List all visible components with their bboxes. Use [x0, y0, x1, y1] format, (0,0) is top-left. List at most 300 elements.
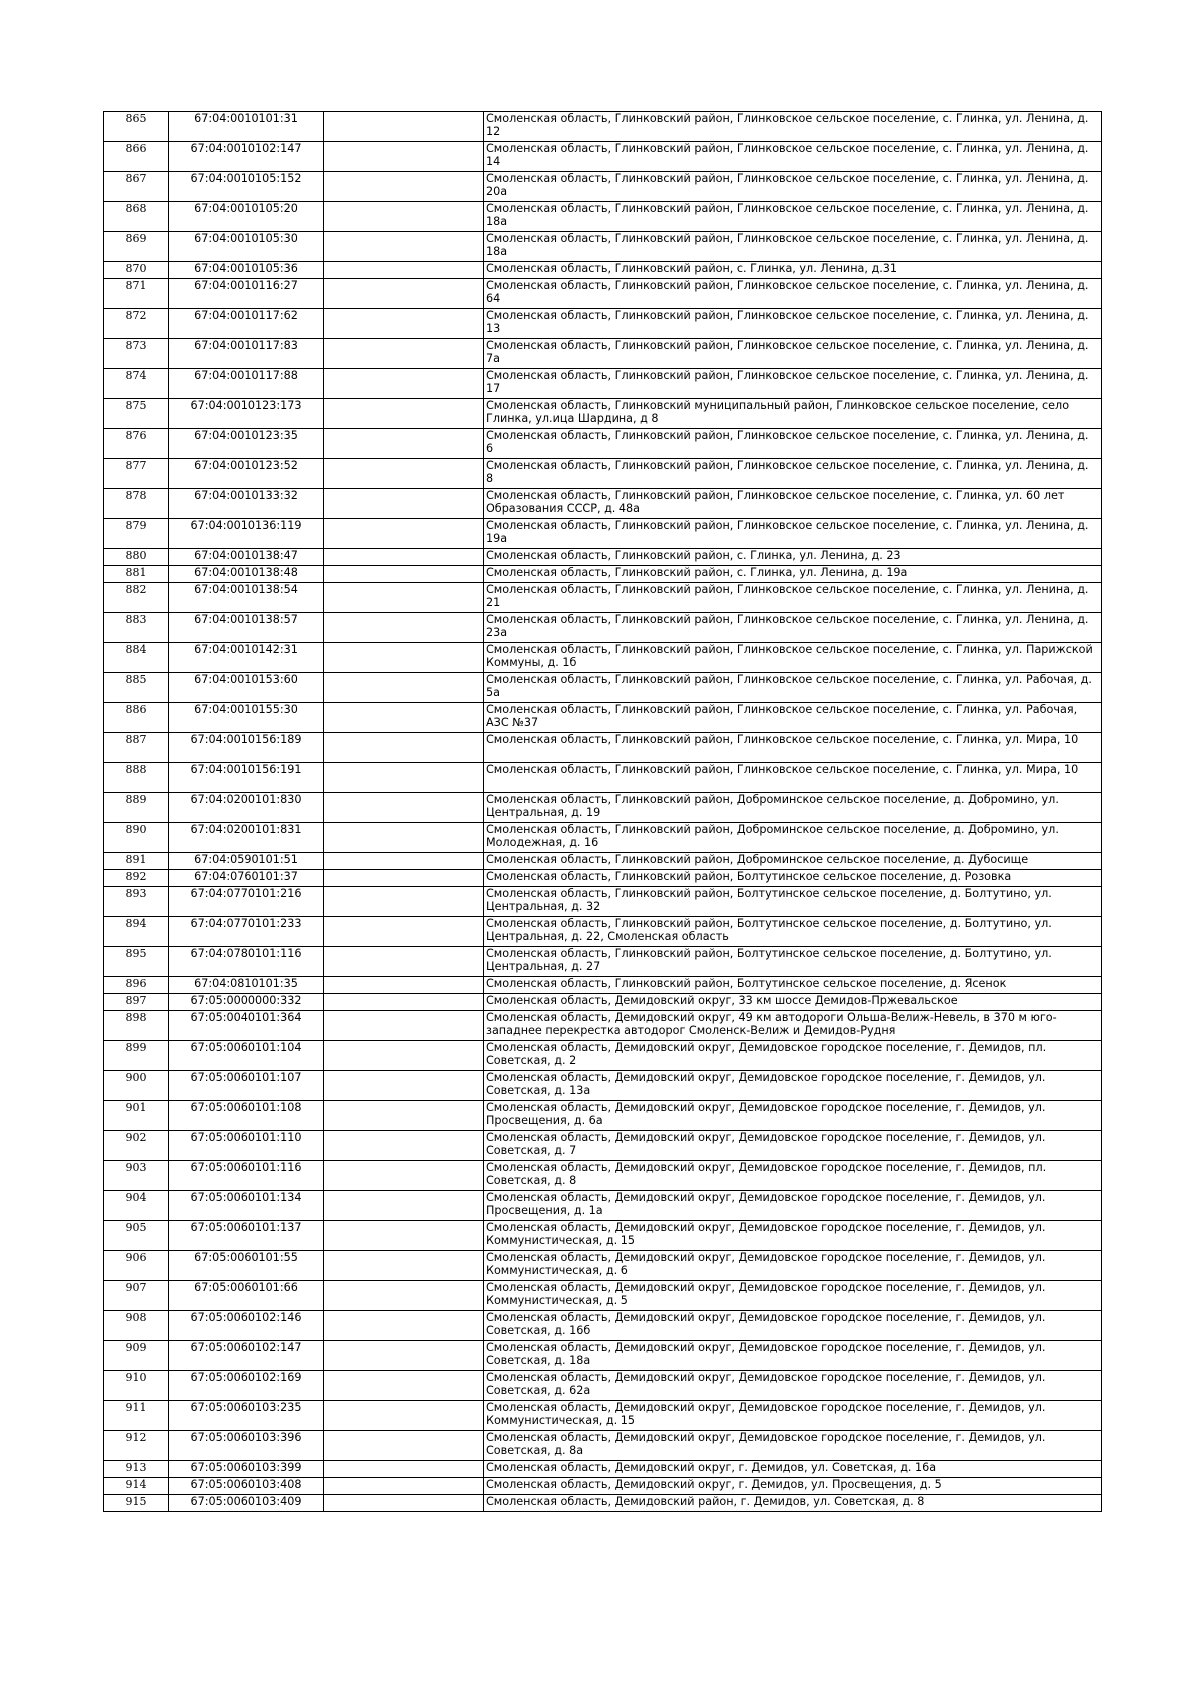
address-text: Смоленская область, Демидовский округ, Демидовское городское поселение, г. Демидов, ул. Советская, д. 13а [486, 1071, 1046, 1097]
address [484, 763, 1102, 793]
address-text: Смоленская область, Демидовский округ, г. Демидов, ул. Просвещения, д. 5 [486, 1478, 942, 1491]
address [484, 853, 1102, 870]
row-number: 909 [104, 1341, 169, 1371]
cadastral-number: 67:05:0060103:409 [169, 1495, 324, 1512]
empty-cell [324, 887, 484, 917]
address-text: Смоленская область, Глинковский район, Глинковское сельское поселение, с. Глинка, ул. Ленина, д. 19а [486, 519, 1089, 545]
address-text: Смоленская область, Демидовский округ, Демидовское городское поселение, г. Демидов, ул. Советская, д. 7 [486, 1131, 1046, 1157]
address-text: Смоленская область, Глинковский район, с. Глинка, ул. Ленина, д. 23 [486, 549, 901, 562]
row-number: 881 [104, 566, 169, 583]
address-text: Смоленская область, Глинковский район, Доброминское сельское поселение, д. Дубосище [486, 853, 1029, 866]
address [484, 172, 1102, 202]
table-row [104, 429, 1102, 459]
table-row [104, 703, 1102, 733]
address-text: Смоленская область, Демидовский округ, Демидовское городское поселение, г. Демидов, ул. Советская, д. 16б [486, 1311, 1046, 1337]
empty-cell [324, 1371, 484, 1401]
row-number: 879 [104, 519, 169, 549]
table-row [104, 262, 1102, 279]
table-row [104, 1461, 1102, 1478]
address [484, 887, 1102, 917]
empty-cell [324, 1495, 484, 1512]
empty-cell [324, 1071, 484, 1101]
address [484, 703, 1102, 733]
address-text: Смоленская область, Глинковский район, Глинковское сельское поселение, с. Глинка, ул. Парижской Коммуны, д. 1б [486, 643, 1093, 669]
table-row [104, 673, 1102, 703]
cadastral-number: 67:05:0060101:108 [169, 1101, 324, 1131]
address-text: Смоленская область, Глинковский район, Болтутинское сельское поселение, д. Болтутино, ул. Центральная, д. 27 [486, 947, 1052, 973]
row-number: 886 [104, 703, 169, 733]
address [484, 1131, 1102, 1161]
cadastral-number: 67:05:0060101:107 [169, 1071, 324, 1101]
empty-cell [324, 1131, 484, 1161]
address [484, 369, 1102, 399]
row-number: 896 [104, 977, 169, 994]
row-number: 876 [104, 429, 169, 459]
empty-cell [324, 1011, 484, 1041]
address-text: Смоленская область, Демидовский округ, Демидовское городское поселение, г. Демидов, ул. Советская, д. 18а [486, 1341, 1046, 1367]
address-text: Смоленская область, Глинковский район, Доброминское сельское поселение, д. Добромино, ул. Молодежная, д. 16 [486, 823, 1059, 849]
empty-cell [324, 1191, 484, 1221]
table-row [104, 142, 1102, 172]
address-text: Смоленская область, Глинковский район, Болтутинское сельское поселение, д. Розовка [486, 870, 1012, 883]
address-text: Смоленская область, Демидовский округ, Демидовское городское поселение, г. Демидов, ул. Коммунистическая, д. 15 [486, 1221, 1046, 1247]
empty-cell [324, 1478, 484, 1495]
empty-cell [324, 793, 484, 823]
cadastral-number: 67:04:0010133:32 [169, 489, 324, 519]
table-row [104, 1478, 1102, 1495]
address [484, 232, 1102, 262]
row-number: 873 [104, 339, 169, 369]
cadastral-number: 67:04:0010136:119 [169, 519, 324, 549]
empty-cell [324, 429, 484, 459]
table-row [104, 1431, 1102, 1461]
cadastral-number: 67:04:0010123:52 [169, 459, 324, 489]
table-row [104, 369, 1102, 399]
table-row [104, 1191, 1102, 1221]
address-text: Смоленская область, Демидовский округ, Демидовское городское поселение, г. Демидов, ул. Коммунистическая, д. 5 [486, 1281, 1046, 1307]
address [484, 1311, 1102, 1341]
cadastral-number: 67:05:0060101:66 [169, 1281, 324, 1311]
address [484, 1071, 1102, 1101]
empty-cell [324, 1341, 484, 1371]
table-row [104, 1251, 1102, 1281]
table-row [104, 1011, 1102, 1041]
address [484, 429, 1102, 459]
cadastral-number: 67:04:0010138:48 [169, 566, 324, 583]
address [484, 1461, 1102, 1478]
address-text: Смоленская область, Демидовский округ, Демидовское городское поселение, г. Демидов, ул. Советская, д. 8а [486, 1431, 1046, 1457]
row-number: 884 [104, 643, 169, 673]
address [484, 489, 1102, 519]
table-row [104, 853, 1102, 870]
empty-cell [324, 947, 484, 977]
table-row [104, 1495, 1102, 1512]
table-row [104, 172, 1102, 202]
table-row [104, 1131, 1102, 1161]
address [484, 399, 1102, 429]
address [484, 1191, 1102, 1221]
row-number: 878 [104, 489, 169, 519]
table-row [104, 823, 1102, 853]
empty-cell [324, 1221, 484, 1251]
address [484, 733, 1102, 763]
address [484, 1431, 1102, 1461]
cadastral-number: 67:04:0010138:57 [169, 613, 324, 643]
address [484, 823, 1102, 853]
address [484, 870, 1102, 887]
table-row [104, 613, 1102, 643]
empty-cell [324, 977, 484, 994]
row-number: 908 [104, 1311, 169, 1341]
empty-cell [324, 459, 484, 489]
address-text: Смоленская область, Глинковский район, Глинковское сельское поселение, с. Глинка, ул. Ленина, д. 20а [486, 172, 1089, 198]
address-text: Смоленская область, Глинковский район, Болтутинское сельское поселение, д. Болтутино, ул. Центральная, д. 32 [486, 887, 1052, 913]
row-number: 900 [104, 1071, 169, 1101]
address [484, 994, 1102, 1011]
row-number: 866 [104, 142, 169, 172]
cadastral-number: 67:05:0060102:147 [169, 1341, 324, 1371]
empty-cell [324, 917, 484, 947]
empty-cell [324, 673, 484, 703]
cadastral-number: 67:04:0010116:27 [169, 279, 324, 309]
row-number: 907 [104, 1281, 169, 1311]
row-number: 867 [104, 172, 169, 202]
table-row [104, 1221, 1102, 1251]
address [484, 1221, 1102, 1251]
empty-cell [324, 399, 484, 429]
address-text: Смоленская область, Глинковский район, Глинковское сельское поселение, с. Глинка, ул. Рабочая, АЗС №37 [486, 703, 1078, 729]
cadastral-number: 67:04:0010101:31 [169, 112, 324, 142]
table-row [104, 339, 1102, 369]
table-row [104, 309, 1102, 339]
address [484, 459, 1102, 489]
cadastral-number: 67:05:0060101:110 [169, 1131, 324, 1161]
cadastral-number: 67:04:0010117:62 [169, 309, 324, 339]
address [484, 1161, 1102, 1191]
cadastral-number: 67:04:0010153:60 [169, 673, 324, 703]
cadastral-number: 67:04:0010138:54 [169, 583, 324, 613]
empty-cell [324, 142, 484, 172]
cadastral-number: 67:04:0010138:47 [169, 549, 324, 566]
row-number: 905 [104, 1221, 169, 1251]
empty-cell [324, 733, 484, 763]
table-row [104, 549, 1102, 566]
address [484, 262, 1102, 279]
cadastral-number: 67:05:0040101:364 [169, 1011, 324, 1041]
cadastral-number: 67:04:0010105:30 [169, 232, 324, 262]
address [484, 583, 1102, 613]
address [484, 1101, 1102, 1131]
empty-cell [324, 870, 484, 887]
empty-cell [324, 339, 484, 369]
empty-cell [324, 262, 484, 279]
address-text: Смоленская область, Глинковский район, Глинковское сельское поселение, с. Глинка, ул. Ленина, д. 14 [486, 142, 1089, 168]
address [484, 1251, 1102, 1281]
address-text: Смоленская область, Глинковский район, Глинковское сельское поселение, с. Глинка, ул. Ленина, д. 21 [486, 583, 1089, 609]
address [484, 339, 1102, 369]
cadastral-number: 67:04:0010123:35 [169, 429, 324, 459]
table-row [104, 1161, 1102, 1191]
empty-cell [324, 1311, 484, 1341]
cadastral-number: 67:05:0060102:169 [169, 1371, 324, 1401]
cadastral-number: 67:04:0590101:51 [169, 853, 324, 870]
table-row [104, 643, 1102, 673]
address-text: Смоленская область, Глинковский район, Глинковское сельское поселение, с. Глинка, ул. Ленина, д. 12 [486, 112, 1089, 138]
table-row [104, 399, 1102, 429]
cadastral-number: 67:04:0010117:88 [169, 369, 324, 399]
address [484, 643, 1102, 673]
address [484, 1041, 1102, 1071]
table-row [104, 763, 1102, 793]
table-row [104, 887, 1102, 917]
cadastral-number: 67:04:0010102:147 [169, 142, 324, 172]
row-number: 894 [104, 917, 169, 947]
empty-cell [324, 1281, 484, 1311]
row-number: 869 [104, 232, 169, 262]
empty-cell [324, 823, 484, 853]
address-text: Смоленская область, Глинковский район, Глинковское сельское поселение, с. Глинка, ул. Ленина, д. 7а [486, 339, 1089, 365]
empty-cell [324, 583, 484, 613]
row-number: 891 [104, 853, 169, 870]
address [484, 977, 1102, 994]
cadastral-number: 67:05:0060101:104 [169, 1041, 324, 1071]
address-text: Смоленская область, Глинковский район, Глинковское сельское поселение, с. Глинка, ул. Рабочая, д. 5а [486, 673, 1092, 699]
table-row [104, 994, 1102, 1011]
row-number: 890 [104, 823, 169, 853]
empty-cell [324, 1431, 484, 1461]
address-text: Смоленская область, Демидовский округ, Демидовское городское поселение, г. Демидов, пл. Советская, д. 2 [486, 1041, 1047, 1067]
empty-cell [324, 994, 484, 1011]
address-text: Смоленская область, Глинковский район, с. Глинка, ул. Ленина, д.31 [486, 262, 897, 275]
cadastral-number: 67:04:0010105:36 [169, 262, 324, 279]
registry-table [103, 111, 1102, 1512]
row-number: 865 [104, 112, 169, 142]
address-text: Смоленская область, Демидовский округ, Демидовское городское поселение, г. Демидов, ул. Коммунистическая, д. 15 [486, 1401, 1046, 1427]
table-row [104, 733, 1102, 763]
address-text: Смоленская область, Глинковский район, Глинковское сельское поселение, с. Глинка, ул. Ленина, д. 6 [486, 429, 1089, 455]
row-number: 893 [104, 887, 169, 917]
row-number: 895 [104, 947, 169, 977]
address [484, 1011, 1102, 1041]
address-text: Смоленская область, Демидовский округ, г. Демидов, ул. Советская, д. 16а [486, 1461, 937, 1474]
table-row [104, 977, 1102, 994]
cadastral-number: 67:04:0760101:37 [169, 870, 324, 887]
row-number: 889 [104, 793, 169, 823]
address-text: Смоленская область, Глинковский район, Болтутинское сельское поселение, д. Болтутино, ул. Центральная, д. 22, Смоленская область [486, 917, 1052, 943]
cadastral-number: 67:04:0200101:830 [169, 793, 324, 823]
row-number: 902 [104, 1131, 169, 1161]
table-row [104, 279, 1102, 309]
empty-cell [324, 279, 484, 309]
address-text: Смоленская область, Глинковский район, Глинковское сельское поселение, с. Глинка, ул. Ленина, д. 18а [486, 202, 1089, 228]
table-row [104, 1101, 1102, 1131]
cadastral-number: 67:04:0770101:233 [169, 917, 324, 947]
address [484, 142, 1102, 172]
row-number: 872 [104, 309, 169, 339]
row-number: 912 [104, 1431, 169, 1461]
address-text: Смоленская область, Глинковский муниципальный район, Глинковское сельское поселение, село Глинка, ул.ица Шардина, д 8 [486, 399, 1070, 425]
cadastral-number: 67:04:0010105:152 [169, 172, 324, 202]
cadastral-number: 67:04:0010123:173 [169, 399, 324, 429]
cadastral-number: 67:04:0010142:31 [169, 643, 324, 673]
address [484, 549, 1102, 566]
table-row [104, 583, 1102, 613]
address-text: Смоленская область, Демидовский округ, Демидовское городское поселение, г. Демидов, пл. Советская, д. 8 [486, 1161, 1047, 1187]
table-row [104, 459, 1102, 489]
address-text: Смоленская область, Глинковский район, Глинковское сельское поселение, с. Глинка, ул. Мира, 10 [486, 733, 1079, 746]
row-number: 899 [104, 1041, 169, 1071]
address [484, 793, 1102, 823]
address-text: Смоленская область, Демидовский округ, Демидовское городское поселение, г. Демидов, ул. Коммунистическая, д. 6 [486, 1251, 1046, 1277]
empty-cell [324, 1101, 484, 1131]
address-text: Смоленская область, Глинковский район, Болтутинское сельское поселение, д. Ясенок [486, 977, 1007, 990]
empty-cell [324, 112, 484, 142]
row-number: 897 [104, 994, 169, 1011]
row-number: 903 [104, 1161, 169, 1191]
cadastral-number: 67:05:0060101:137 [169, 1221, 324, 1251]
empty-cell [324, 1161, 484, 1191]
address [484, 279, 1102, 309]
cadastral-number: 67:04:0200101:831 [169, 823, 324, 853]
row-number: 874 [104, 369, 169, 399]
cadastral-number: 67:04:0010155:30 [169, 703, 324, 733]
address-text: Смоленская область, Глинковский район, с. Глинка, ул. Ленина, д. 19а [486, 566, 908, 579]
row-number: 868 [104, 202, 169, 232]
empty-cell [324, 1401, 484, 1431]
row-number: 871 [104, 279, 169, 309]
cadastral-number: 67:05:0060103:399 [169, 1461, 324, 1478]
cadastral-number: 67:05:0060103:408 [169, 1478, 324, 1495]
cadastral-number: 67:04:0770101:216 [169, 887, 324, 917]
empty-cell [324, 369, 484, 399]
table-row [104, 870, 1102, 887]
address [484, 1341, 1102, 1371]
table-row [104, 1071, 1102, 1101]
row-number: 888 [104, 763, 169, 793]
cadastral-number: 67:05:0000000:332 [169, 994, 324, 1011]
address [484, 613, 1102, 643]
address-text: Смоленская область, Демидовский район, г. Демидов, ул. Советская, д. 8 [486, 1495, 925, 1508]
row-number: 887 [104, 733, 169, 763]
empty-cell [324, 853, 484, 870]
table-row [104, 793, 1102, 823]
row-number: 877 [104, 459, 169, 489]
cadastral-number: 67:04:0010105:20 [169, 202, 324, 232]
address-text: Смоленская область, Глинковский район, Доброминское сельское поселение, д. Добромино, ул. Центральная, д. 19 [486, 793, 1059, 819]
table-row [104, 566, 1102, 583]
address [484, 1478, 1102, 1495]
cadastral-number: 67:05:0060101:134 [169, 1191, 324, 1221]
cadastral-number: 67:04:0780101:116 [169, 947, 324, 977]
empty-cell [324, 309, 484, 339]
cadastral-number: 67:05:0060102:146 [169, 1311, 324, 1341]
address-text: Смоленская область, Демидовский округ, Демидовское городское поселение, г. Демидов, ул. Просвещения, д. 1а [486, 1191, 1046, 1217]
row-number: 875 [104, 399, 169, 429]
address [484, 1371, 1102, 1401]
empty-cell [324, 172, 484, 202]
row-number: 904 [104, 1191, 169, 1221]
table-row [104, 1281, 1102, 1311]
address-text: Смоленская область, Демидовский округ, 49 км автодороги Ольша-Велиж-Невель, в 370 м юго-западнее перекрестка автодорог Смоленск-Велиж и Демидов-Рудня [486, 1011, 1057, 1037]
row-number: 892 [104, 870, 169, 887]
address [484, 673, 1102, 703]
address-text: Смоленская область, Демидовский округ, Демидовское городское поселение, г. Демидов, ул. Просвещения, д. 6а [486, 1101, 1046, 1127]
cadastral-number: 67:04:0010156:189 [169, 733, 324, 763]
row-number: 882 [104, 583, 169, 613]
empty-cell [324, 643, 484, 673]
table-row [104, 1311, 1102, 1341]
table-row [104, 519, 1102, 549]
row-number: 911 [104, 1401, 169, 1431]
empty-cell [324, 703, 484, 733]
empty-cell [324, 549, 484, 566]
address [484, 309, 1102, 339]
empty-cell [324, 1041, 484, 1071]
row-number: 885 [104, 673, 169, 703]
cadastral-number: 67:04:0010156:191 [169, 763, 324, 793]
address-text: Смоленская область, Глинковский район, Глинковское сельское поселение, с. Глинка, ул. Мира, 10 [486, 763, 1079, 776]
table-row [104, 232, 1102, 262]
address-text: Смоленская область, Глинковский район, Глинковское сельское поселение, с. Глинка, ул. Ленина, д. 13 [486, 309, 1089, 335]
row-number: 915 [104, 1495, 169, 1512]
empty-cell [324, 1461, 484, 1478]
address-text: Смоленская область, Глинковский район, Глинковское сельское поселение, с. Глинка, ул. Ленина, д. 17 [486, 369, 1089, 395]
empty-cell [324, 519, 484, 549]
address [484, 1401, 1102, 1431]
address [484, 917, 1102, 947]
address [484, 947, 1102, 977]
table-row [104, 917, 1102, 947]
empty-cell [324, 1251, 484, 1281]
empty-cell [324, 566, 484, 583]
table-row [104, 1401, 1102, 1431]
row-number: 914 [104, 1478, 169, 1495]
cadastral-number: 67:05:0060103:235 [169, 1401, 324, 1431]
address [484, 566, 1102, 583]
table-row [104, 1371, 1102, 1401]
row-number: 880 [104, 549, 169, 566]
empty-cell [324, 763, 484, 793]
table-row [104, 1041, 1102, 1071]
address-text: Смоленская область, Демидовский округ, 33 км шоссе Демидов-Пржевальское [486, 994, 958, 1007]
table-row [104, 489, 1102, 519]
address [484, 1281, 1102, 1311]
table-row [104, 202, 1102, 232]
empty-cell [324, 202, 484, 232]
address [484, 1495, 1102, 1512]
row-number: 870 [104, 262, 169, 279]
table-row [104, 1341, 1102, 1371]
address [484, 519, 1102, 549]
table-row [104, 112, 1102, 142]
address-text: Смоленская область, Глинковский район, Глинковское сельское поселение, с. Глинка, ул. Ленина, д. 23а [486, 613, 1089, 639]
registry-rows [104, 112, 1102, 1512]
address-text: Смоленская область, Демидовский округ, Демидовское городское поселение, г. Демидов, ул. Советская, д. 62а [486, 1371, 1046, 1397]
cadastral-number: 67:05:0060101:116 [169, 1161, 324, 1191]
row-number: 910 [104, 1371, 169, 1401]
address-text: Смоленская область, Глинковский район, Глинковское сельское поселение, с. Глинка, ул. Ленина, д. 8 [486, 459, 1089, 485]
row-number: 901 [104, 1101, 169, 1131]
row-number: 913 [104, 1461, 169, 1478]
row-number: 883 [104, 613, 169, 643]
empty-cell [324, 489, 484, 519]
address-text: Смоленская область, Глинковский район, Глинковское сельское поселение, с. Глинка, ул. Ленина, д. 18а [486, 232, 1089, 258]
empty-cell [324, 232, 484, 262]
cadastral-number: 67:05:0060103:396 [169, 1431, 324, 1461]
address [484, 112, 1102, 142]
address [484, 202, 1102, 232]
row-number: 906 [104, 1251, 169, 1281]
